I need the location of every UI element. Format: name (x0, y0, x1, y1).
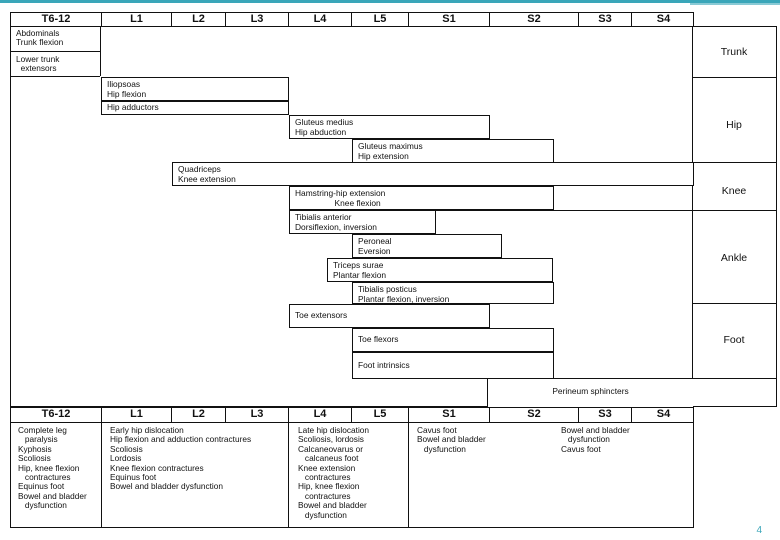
abdominals-label: Abdominals Trunk flexion (16, 28, 64, 48)
left-row-divider (10, 51, 100, 52)
region-divider-hip (692, 162, 777, 163)
region-divider-foot (692, 378, 777, 379)
deformity-t6-12: Complete leg paralysis Kyphosis Scoliosis Hip, knee flexion contractures Equinus foot Bowel and bladder dysfunction (18, 425, 87, 511)
level-l1: L1 (102, 13, 172, 26)
level-s4-bottom: S4 (656, 408, 671, 420)
hamstring-box: Hamstring-hip extension Knee flexion (289, 186, 554, 210)
level-l5-bottom: L5 (352, 408, 409, 422)
region-ankle: Ankle (720, 252, 748, 264)
level-l4: L4 (289, 13, 352, 26)
level-l5: L5 (352, 13, 409, 26)
level-s2: S2 (490, 13, 579, 26)
region-trunk: Trunk (720, 46, 748, 58)
top-accent-line (0, 0, 780, 3)
foot-intrinsics-box: Foot intrinsics (352, 352, 554, 379)
deformity-s3-s4: Bowel and bladder dysfunction Cavus foot (561, 425, 630, 454)
region-divider-trunk (692, 77, 777, 78)
deformity-divider-2 (288, 422, 289, 528)
ankle-top-line (436, 210, 693, 211)
level-s1-bottom: S1 (409, 408, 490, 422)
level-l1-bottom: L1 (102, 408, 172, 422)
left-column-divider (100, 26, 101, 76)
perineum-sphincters-box: Perineum sphincters (487, 378, 693, 407)
deformity-l1-l3: Early hip dislocation Hip flexion and adduction contractures Scoliosis Lordosis Knee flexion contractures Equinus foot Bowel and bladder dysfunction (110, 425, 252, 492)
region-column-divider (692, 26, 693, 407)
gluteus-medius-box: Gluteus medius Hip abduction (289, 115, 490, 139)
header-levels-bottom (10, 407, 694, 423)
triceps-surae-box: Triceps surae Plantar flexion (327, 258, 553, 282)
deformity-s1-s2: Cavus foot Bowel and bladder dysfunction (417, 425, 486, 454)
level-l2: L2 (172, 13, 226, 26)
level-s3: S3 (579, 13, 632, 26)
toe-extensors-box: Toe extensors (289, 304, 490, 328)
perineum-top-line (487, 378, 693, 379)
level-s4: S4 (656, 13, 671, 25)
deformity-divider-3 (408, 422, 409, 528)
left-row-divider-bottom (10, 76, 100, 77)
hip-l3-l4-divider (288, 77, 289, 115)
peroneal-box: Peroneal Eversion (352, 234, 502, 258)
region-foot: Foot (723, 334, 745, 346)
quadriceps-box: Quadriceps Knee extension (172, 162, 694, 186)
region-divider-ankle (692, 303, 777, 304)
level-t6-12-bottom: T6-12 (11, 408, 102, 422)
level-t6-12: T6-12 (11, 13, 102, 26)
lower-trunk-extensors-label: Lower trunk extensors (16, 54, 60, 74)
iliopsoas-box: Iliopsoas Hip flexion (101, 77, 289, 101)
tibialis-posticus-box: Tibialis posticus Plantar flexion, inversion (352, 282, 554, 304)
page-number: 4 (756, 525, 762, 536)
level-l2-bottom: L2 (172, 408, 226, 422)
level-s2-bottom: S2 (490, 408, 579, 422)
level-s3-bottom: S3 (579, 408, 632, 422)
level-l4-bottom: L4 (289, 408, 352, 422)
tibialis-anterior-box: Tibialis anterior Dorsiflexion, inversion (289, 210, 436, 234)
region-divider-knee (692, 210, 777, 211)
hip-adductors-box: Hip adductors (101, 101, 289, 115)
toe-flexors-box: Toe flexors (352, 328, 554, 352)
level-l3-bottom: L3 (226, 408, 289, 422)
region-hip: Hip (726, 119, 742, 131)
level-l3: L3 (226, 13, 289, 26)
region-knee: Knee (721, 185, 747, 197)
level-s1: S1 (409, 13, 490, 26)
deformity-l4-l5: Late hip dislocation Scoliosis, lordosis Calcaneovarus or calcaneus foot Knee extension contractures Hip, knee flexion contractures Bowel and bladder dysfunction (298, 425, 370, 520)
deformity-divider-1 (101, 422, 102, 528)
gluteus-maximus-box: Gluteus maximus Hip extension (352, 139, 554, 163)
header-levels-top (10, 12, 694, 27)
top-accent-line-right (690, 3, 780, 5)
